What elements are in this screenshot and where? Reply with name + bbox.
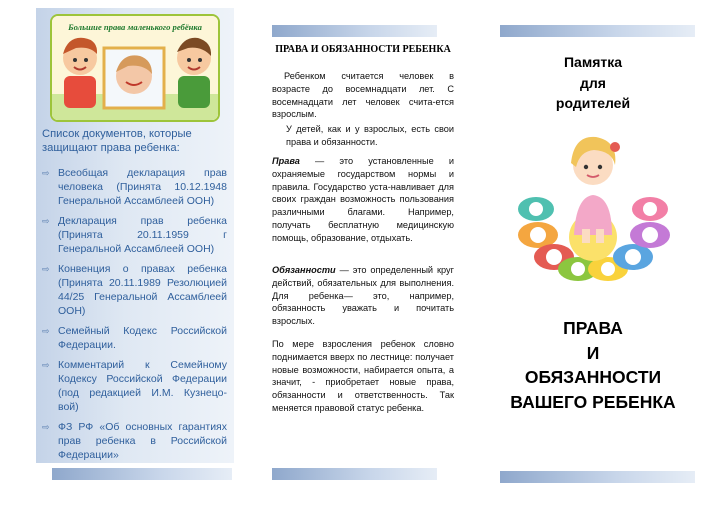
- middle-title: ПРАВА И ОБЯЗАННОСТИ РЕБЕНКА: [275, 44, 451, 55]
- list-item: ⇨ Всеобщая декларация прав человека (Принята 10.12.1948 Генеральной Ассамблеей ООН): [42, 167, 227, 207]
- memo-heading: [538, 52, 648, 114]
- arrow-right-icon: ⇨: [42, 168, 50, 178]
- girl-flower-illustration: [516, 117, 671, 282]
- top-bar-middle: [272, 25, 437, 37]
- title-line-1: ПРАВА: [563, 318, 623, 338]
- intro-paragraph-2: У детей, как и у взрослых, есть свои права и обязанности.: [286, 124, 454, 147]
- duties-paragraph: [272, 264, 454, 330]
- arrow-right-icon: ⇨: [42, 360, 50, 370]
- header-illustration: [50, 14, 220, 122]
- memo-line-1: Памятка: [563, 54, 623, 70]
- duties-text: — это определенный круг действий, обязательных для выполнения. Для ребенка— это, например, обязанность уважать и почитать взрослых.: [272, 265, 454, 327]
- memo-line-3: родителей: [555, 95, 631, 111]
- documents-title: Список документов, которые защищают права ребенка:: [42, 128, 192, 154]
- arrow-right-icon: ⇨: [42, 264, 50, 274]
- top-bar-right: [500, 25, 695, 37]
- rights-text: — это установленные и охраняемые государством нормы и правила. Государство уста-навливает для своих граждан возможность пользования различными благами. Например, получать бесплатную медицинскую помощь, образование, отдыхать.: [272, 156, 454, 243]
- growth-paragraph: [272, 338, 454, 417]
- header-image-title: Большие права маленького ребёнка: [68, 22, 202, 32]
- rights-term: Права: [272, 156, 300, 166]
- bottom-bar-right: [500, 471, 695, 483]
- list-item: ⇨ Комментарий к Семейному Кодексу Российской Федерации (под редакцией И.М. Кузнецо- вой): [42, 359, 227, 413]
- title-line-4: ВАШЕГО РЕБЕНКА: [510, 391, 676, 412]
- arrow-right-icon: ⇨: [42, 422, 50, 432]
- arrow-right-icon: ⇨: [42, 216, 50, 226]
- bottom-bar-middle: [272, 468, 437, 480]
- rights-paragraph: [272, 155, 454, 247]
- left-panel: [36, 8, 234, 463]
- memo-line-2: для: [580, 74, 606, 91]
- list-item: ⇨ Конвенция о правах ребенка (Принята 20.11.1989 Резолюцией 44/25 Генеральной Ассамблеей ООН): [42, 263, 227, 317]
- title-line-2: И: [586, 342, 600, 363]
- list-item: ⇨ Декларация прав ребенка (Принята 20.11.1959 г Генеральной Ассамблеей ООН): [42, 215, 227, 255]
- list-item: ⇨ ФЗ РФ «Об основных гарантиях прав ребенка в Российской Федерации»: [42, 421, 227, 461]
- duties-term: Обязанности: [272, 265, 336, 275]
- documents-list: [42, 166, 227, 468]
- intro-paragraph: Ребенком считается человек в возрасте до восемнадцати лет. С восемнадцати лет человек счита-ется взрослым.: [272, 71, 454, 120]
- growth-text: По мере взросления ребенок словно поднимается вверх по лестнице: получает новые возможности, набирается опыта, а значит, - приобретает новые права, обязанности и ответственность. Так меняется правовой статус ребенка.: [272, 339, 454, 413]
- arrow-right-icon: ⇨: [42, 326, 50, 336]
- intro-section: [272, 70, 454, 151]
- list-item: ⇨ Семейный Кодекс Российской Федерации.: [42, 325, 227, 351]
- title-line-3: ОБЯЗАННОСТИ: [524, 367, 662, 387]
- bottom-bar-left: [52, 468, 232, 480]
- main-title: [498, 316, 688, 414]
